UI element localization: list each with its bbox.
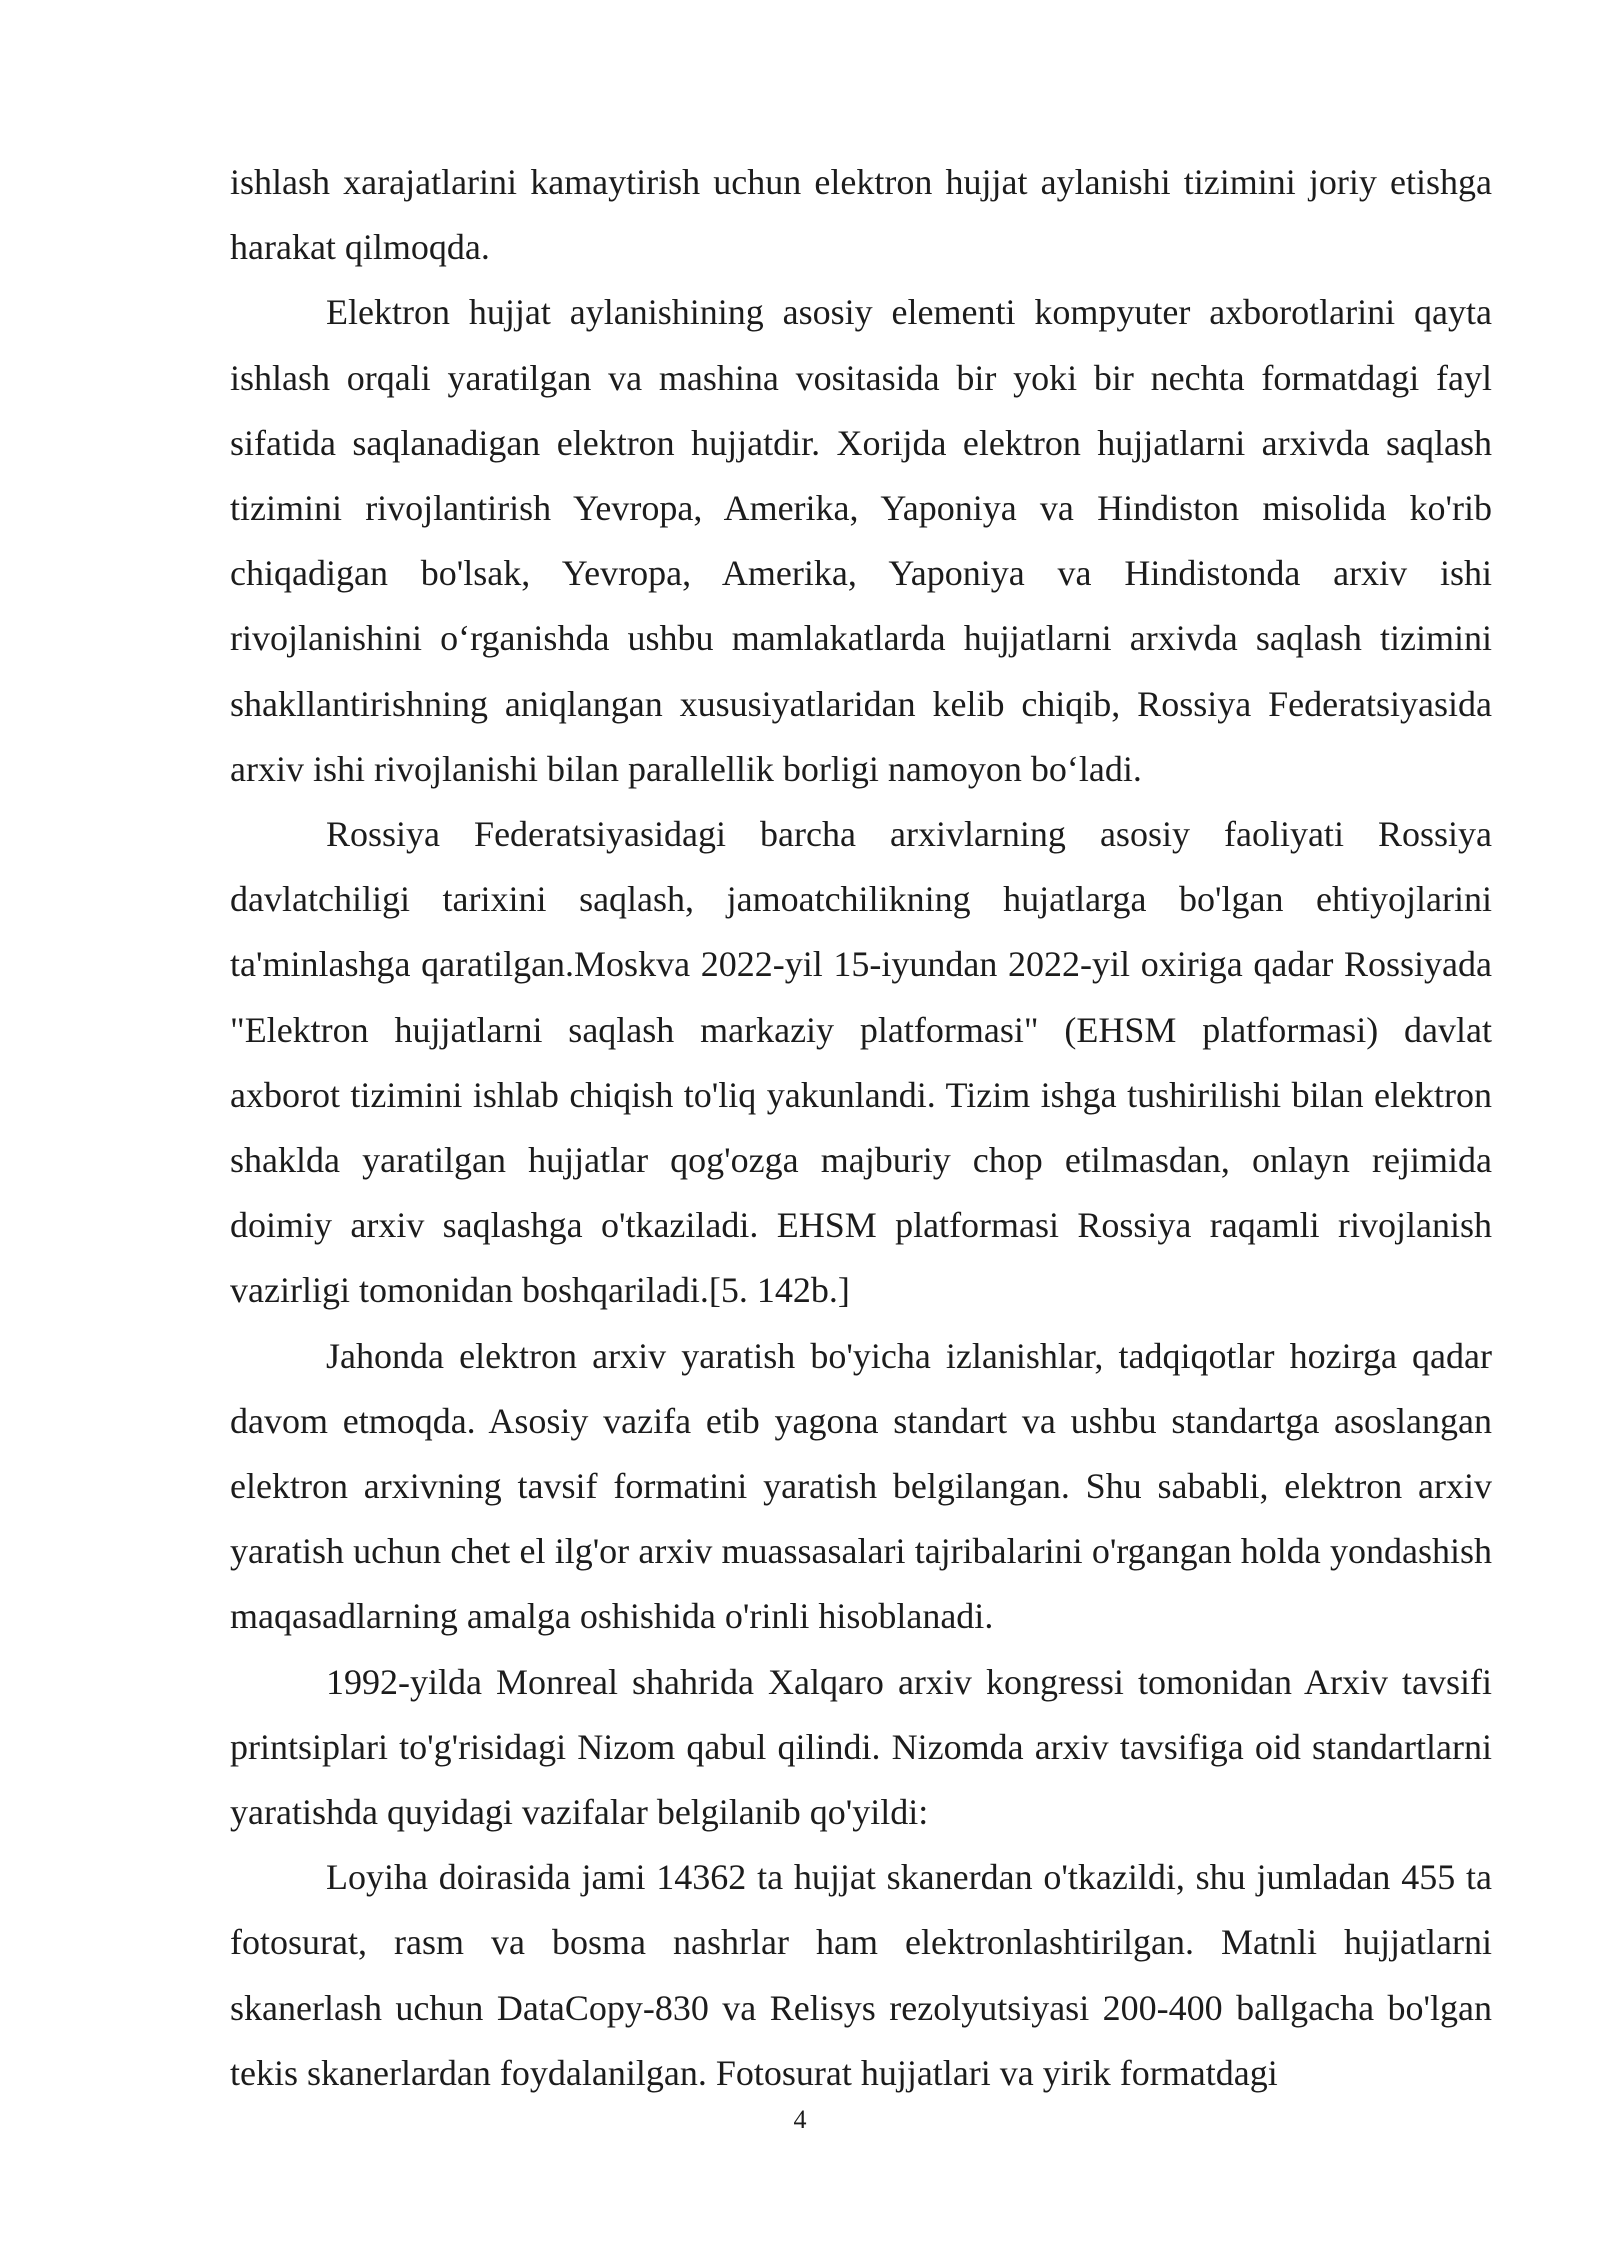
paragraph-continuation: ishlash xarajatlarini kamaytirish uchun elektron hujjat aylanishi tizimini joriy etishga harakat qilmoqda. [230, 162, 1492, 268]
paragraph-electronic-document: Elektron hujjat aylanishining asosiy elementi kompyuter axborotlarini qayta ishlash orqali yaratilgan va mashina vositasida bir yoki bir nechta formatdagi fayl sifatida saqlanadigan elektron hujjatdir. Xorijda elektron hujjatlarni arxivda saqlash tizimini rivojlantirish Yevropa, Amerika, Yaponiya va Hindiston misolida ko'rib chiqadigan bo'lsak, Yevropa, Amerika, Yaponiya va Hindistonda arxiv ishi rivojlanishini o‘rganishda ushbu mamlakatlarda hujjatlarni arxivda saqlash tizimini shakllantirishning aniqlangan xususiyatlaridan kelib chiqib, Rossiya Federatsiyasida arxiv ishi rivojlanishi bilan parallellik borligi namoyon bo‘ladi. [230, 292, 1492, 789]
body-text [230, 150, 1492, 2106]
paragraph-montreal-1992: 1992-yilda Monreal shahrida Xalqaro arxiv kongressi tomonidan Arxiv tavsifi printsiplari to'g'risidagi Nizom qabul qilindi. Nizomda arxiv tavsifiga oid standartlarni yaratishda quyidagi vazifalar belgilanib qo'yildi: [230, 1661, 1492, 1833]
page-number: 4 [793, 2105, 807, 2134]
paragraph-world-research: Jahonda elektron arxiv yaratish bo'yicha izlanishlar, tadqiqotlar hozirga qadar davom etmoqda. Asosiy vazifa etib yagona standart va ushbu standartga asoslangan elektron arxivning tavsif formatini yaratish belgilangan. Shu sababli, elektron arxiv yaratish uchun chet el ilg'or arxiv muassasalari tajribalarini o'rgangan holda yondashish maqasadlarning amalga oshishida o'rinli hisoblanadi. [230, 1335, 1492, 1637]
paragraph-project-scanning: Loyiha doirasida jami 14362 ta hujjat skanerdan o'tkazildi, shu jumladan 455 ta fotosurat, rasm va bosma nashrlar ham elektronlashtirilgan. Matnli hujjatlarni skanerlash uchun DataCopy-830 va Relisys rezolyutsiyasi 200-400 ballgacha bo'lgan tekis skanerlardan foydalanilgan. Fotosurat hujjatlari va yirik formatdagi [230, 1857, 1492, 2093]
paragraph-russia-archives: Rossiya Federatsiyasidagi barcha arxivlarning asosiy faoliyati Rossiya davlatchiligi tarixini saqlash, jamoatchilikning hujatlarga bo'lgan ehtiyojlarini ta'minlashga qaratilgan.Moskva 2022-yil 15-iyundan 2022-yil oxiriga qadar Rossiyada "Elektron hujjatlarni saqlash markaziy platformasi" (EHSM platformasi) davlat axborot tizimini ishlab chiqish to'liq yakunlandi. Tizim ishga tushirilishi bilan elektron shaklda yaratilgan hujjatlar qog'ozga majburiy chop etilmasdan, onlayn rejimida doimiy arxiv saqlashga o'tkaziladi. EHSM platformasi Rossiya raqamli rivojlanish vazirligi tomonidan boshqariladi.[5. 142b.] [230, 814, 1492, 1311]
